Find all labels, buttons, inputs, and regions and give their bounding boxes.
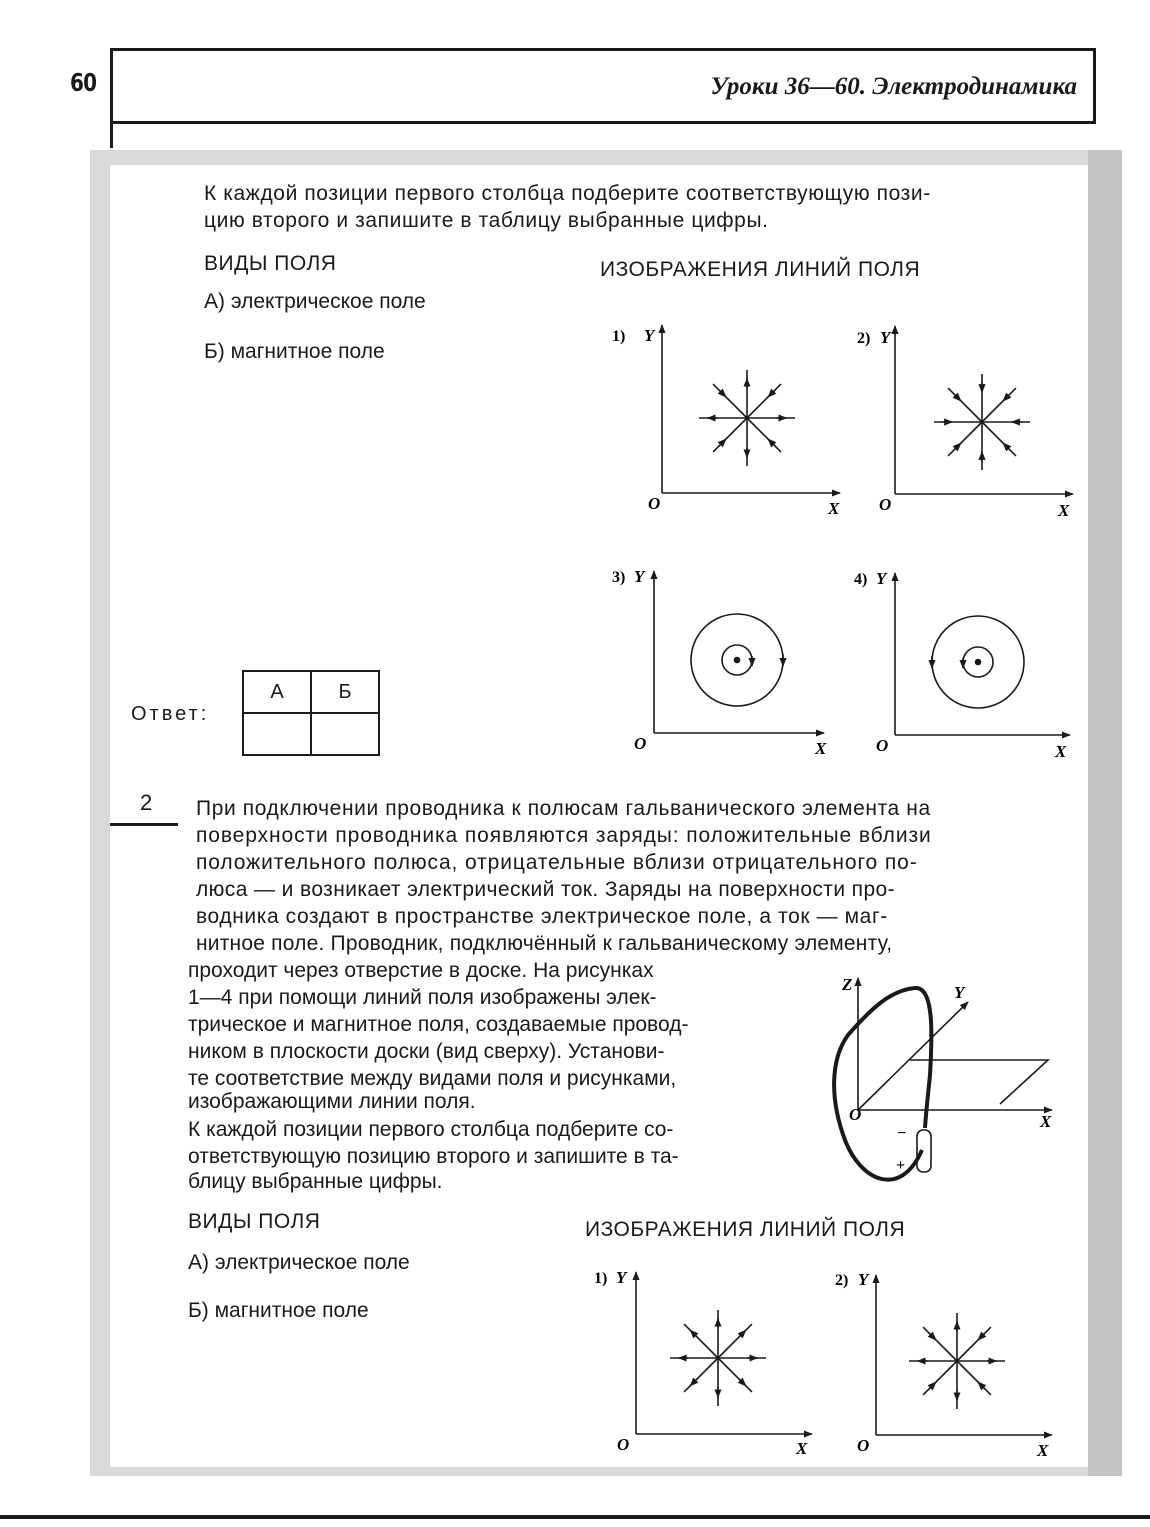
t1-fig2-label: 2) <box>857 330 871 347</box>
page-number: 60 <box>70 68 97 97</box>
task2-text-line: поверхности проводника появляются заряды: положительные вблизи <box>196 824 932 847</box>
t1-fig2-field-arrow <box>1003 443 1010 450</box>
t2-fig1-origin: O <box>617 1435 630 1454</box>
battery-plus-sign: + <box>896 1157 906 1174</box>
task2-text-line: те соответствие между видами поля и рисунками, <box>188 1067 677 1090</box>
t1-fig3-y-label: Y <box>634 567 645 586</box>
t2-fig2-field-line <box>957 1327 991 1361</box>
t1-fig1-field-line <box>713 418 747 452</box>
t2-fig1-y-label: Y <box>616 1268 627 1287</box>
t2-fig1-field-arrow <box>690 1330 697 1337</box>
task2-text-line: При подключении проводника к полюсам гальванического элемента на <box>196 797 931 820</box>
t1-fig2-y-label: Y <box>880 328 891 347</box>
task2-field-types-heading: ВИДЫ ПОЛЯ <box>188 1210 321 1233</box>
conductor-fig-y-axis <box>858 1002 968 1110</box>
t2-fig2-field-arrow <box>929 1333 936 1340</box>
t1-fig3-label: 3) <box>612 569 626 586</box>
t1-fig1-field-line <box>747 418 781 452</box>
task2-text-line: 1—4 при помощи линий поля изображены элек- <box>188 986 657 1009</box>
answer-header-b: Б <box>311 671 379 713</box>
task1-instruction-line1: К каждой позиции первого столбца подберите соответствующую пози- <box>204 182 931 205</box>
t1-fig1-field-arrow <box>719 390 726 397</box>
t1-fig1-field-arrow <box>768 439 775 446</box>
t2-fig2-label: 2) <box>835 1272 849 1289</box>
task1-field-types-heading: ВИДЫ ПОЛЯ <box>204 252 337 275</box>
t2-fig2-field-arrow <box>929 1382 936 1389</box>
t1-fig2-field-arrow <box>954 443 961 450</box>
task2-text-line: К каждой позиции первого столбца подберите со- <box>188 1118 674 1141</box>
t2-fig2-origin: O <box>857 1436 870 1455</box>
t2-fig1-field-arrow <box>739 1379 746 1386</box>
battery-minus-sign: − <box>897 1125 907 1142</box>
t1-fig1-x-label: X <box>828 499 840 518</box>
t1-fig4-origin: O <box>876 736 889 755</box>
t1-fig3-origin: O <box>634 734 647 753</box>
t2-fig2-x-label: X <box>1037 1441 1049 1460</box>
t2-fig2-field-line <box>957 1361 991 1395</box>
t1-fig1-label: 1) <box>612 328 626 345</box>
task1-option-b: Б) магнитное поле <box>204 340 385 363</box>
t1-fig2-field-line <box>948 422 982 456</box>
conductor-fig-y-label: Y <box>954 983 965 1002</box>
task2-option-b: Б) магнитное поле <box>188 1299 369 1322</box>
task1-option-a: А) электрическое поле <box>204 290 426 313</box>
t1-fig3-conductor-dot <box>735 658 740 663</box>
task2-text-line: ником в плоскости доски (вид сверху). Установи- <box>188 1040 665 1063</box>
t1-fig2-field-line <box>982 422 1016 456</box>
t2-fig1-field-arrow <box>690 1379 697 1386</box>
task2-text-line: трическое и магнитное поля, создаваемые провод- <box>188 1013 689 1036</box>
t1-fig1-field-arrow <box>719 439 726 446</box>
t2-fig1-field-line <box>684 1358 718 1392</box>
t2-fig2-field-arrow <box>978 1382 985 1389</box>
t1-fig1-field-line <box>747 384 781 418</box>
t1-fig1-y-label: Y <box>644 326 655 345</box>
t1-fig3-x-label: X <box>815 739 827 758</box>
t1-fig1-field-arrow <box>768 390 775 397</box>
t1-fig4-x-label: X <box>1055 742 1067 761</box>
t1-fig4-conductor-dot <box>976 660 981 665</box>
task1-instruction-line2: цию второго и запишите в таблицу выбранные цифры. <box>204 209 769 232</box>
task2-field-images-heading: ИЗОБРАЖЕНИЯ ЛИНИЙ ПОЛЯ <box>585 1218 906 1241</box>
t2-fig1-label: 1) <box>594 1270 608 1287</box>
task1-field-images-heading: ИЗОБРАЖЕНИЯ ЛИНИЙ ПОЛЯ <box>600 258 921 281</box>
t2-fig1-x-label: X <box>796 1439 808 1458</box>
t1-fig1-field-line <box>713 384 747 418</box>
t1-fig2-origin: O <box>879 495 892 514</box>
task2-text-line: изображающими линии поля. <box>188 1090 476 1113</box>
galvanic-cell <box>917 1130 931 1172</box>
t1-fig4-y-label: Y <box>876 569 887 588</box>
t1-fig4-label: 4) <box>854 571 868 588</box>
task2-text-line: ответствующую позицию второго и запишите в та- <box>188 1145 679 1168</box>
task2-text-line: блицу выбранные цифры. <box>188 1170 443 1193</box>
t1-fig2-x-label: X <box>1058 501 1070 520</box>
task2-text-line: проходит через отверстие в доске. На рисунках <box>188 959 654 982</box>
conductor-fig-x-label: X <box>1040 1112 1052 1131</box>
task2-text-line: нитное поле. Проводник, подключённый к гальваническому элементу, <box>196 932 893 955</box>
task2-text-line: водника создают в пространстве электрическое поле, а ток — маг- <box>196 905 888 928</box>
task2-option-a: А) электрическое поле <box>188 1251 410 1274</box>
conductor-fig-z-label: Z <box>842 975 853 994</box>
chapter-title: Уроки 36—60. Электродинамика <box>710 73 1077 100</box>
conductor-fig-origin: O <box>849 1105 862 1124</box>
t2-fig1-field-line <box>718 1324 752 1358</box>
t2-fig2-field-line <box>923 1361 957 1395</box>
task2-text-line: люса — и возникает электрический ток. Заряды на поверхности про- <box>196 878 896 901</box>
t1-fig2-field-line <box>982 388 1016 422</box>
t1-fig2-field-line <box>948 388 982 422</box>
task2-text-line: положительного полюса, отрицательные вблизи отрицательного по- <box>196 851 918 874</box>
t2-fig1-field-line <box>684 1324 718 1358</box>
t1-fig2-field-arrow <box>954 394 961 401</box>
t2-fig2-field-line <box>923 1327 957 1361</box>
t1-fig1-origin: O <box>648 494 661 513</box>
answer-label: Ответ: <box>131 703 210 725</box>
task2-number: 2 <box>140 790 153 815</box>
t2-fig2-y-label: Y <box>858 1270 869 1289</box>
answer-header-a: А <box>243 671 311 713</box>
t2-fig1-field-line <box>718 1358 752 1392</box>
t2-fig2-field-arrow <box>978 1333 985 1340</box>
t2-fig1-field-arrow <box>739 1330 746 1337</box>
t1-fig2-field-arrow <box>1003 394 1010 401</box>
